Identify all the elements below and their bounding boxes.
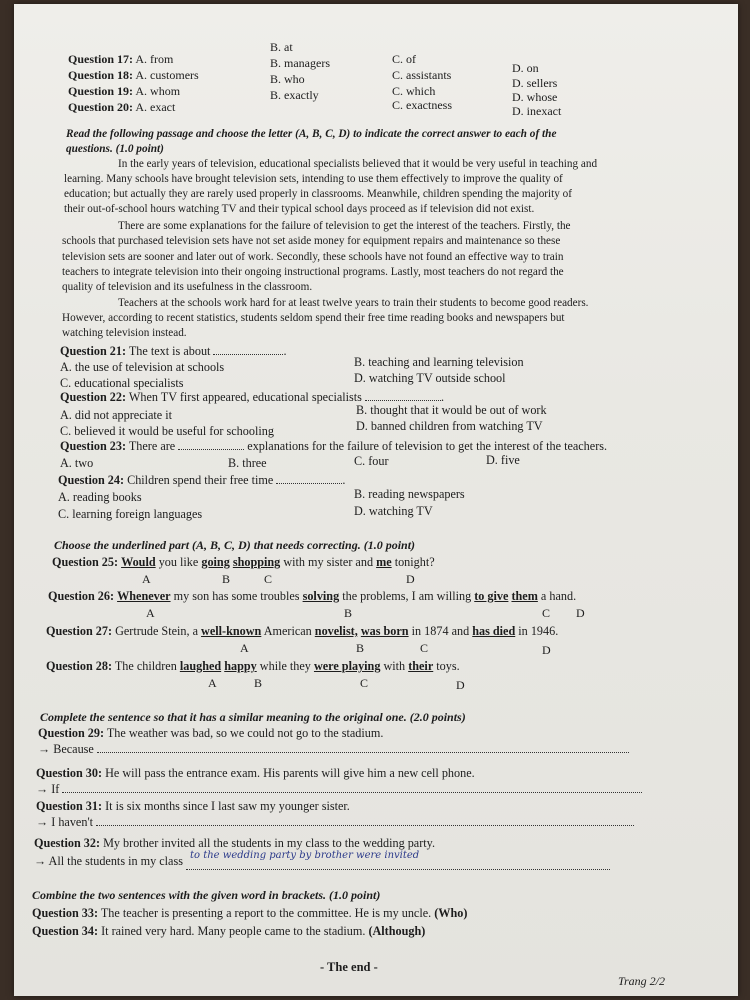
- complete-instruction: Complete the sentence so that it has a similar meaning to the original one. (2.0 points): [40, 710, 466, 724]
- q25-letter-b: B: [222, 572, 231, 586]
- question-27: Question 27: Gertrude Stein, a well-known American novelist, was born in 1874 and has died in 1946.: [46, 624, 559, 638]
- combine-instruction: Combine the two sentences with the given word in brackets. (1.0 point): [32, 888, 381, 902]
- question-34: Question 34: It rained very hard. Many people came to the stadium. (Although): [32, 924, 426, 938]
- q28-letter-b: B: [254, 676, 263, 690]
- q17-row: Question 17: A. from: [68, 52, 174, 66]
- question-32: Question 32: My brother invited all the students in my class to the wedding party.: [34, 836, 436, 850]
- q18-row: Question 18: A. customers: [68, 68, 199, 82]
- q25-letter-d: D: [406, 572, 415, 586]
- exam-page: [14, 4, 738, 996]
- q22-option-a: A. did not appreciate it: [60, 408, 173, 422]
- q17-option-d: D. on: [512, 61, 539, 75]
- q20-row: Question 20: A. exact: [68, 100, 176, 114]
- q28-letter-a: A: [208, 676, 217, 690]
- q20-option-c: C. exactness: [392, 98, 452, 112]
- q27-letter-b: B: [356, 641, 365, 655]
- q18-option-b: B. managers: [270, 56, 330, 70]
- passage-line: learning. Many schools have brought television sets, intending to use them effectively to improve the quality of: [64, 173, 563, 185]
- underline-instruction: Choose the underlined part (A, B, C, D) that needs correcting. (1.0 point): [54, 538, 416, 552]
- q25-letter-a: A: [142, 572, 151, 586]
- reading-instruction-points: questions. (1.0 point): [66, 143, 164, 155]
- q23-option-d: D. five: [486, 453, 520, 467]
- q24-option-d: D. watching TV: [354, 504, 433, 518]
- question-24: Question 24: Children spend their free time .: [58, 473, 346, 487]
- question-26: Question 26: Whenever my son has some troubles solving the problems, I am willing to give them a hand.: [48, 589, 577, 603]
- the-end: - The end -: [320, 960, 378, 974]
- question-33: Question 33: The teacher is presenting a report to the committee. He is my uncle. (Who): [32, 906, 468, 920]
- question-30: Question 30: He will pass the entrance exam. His parents will give him a new cell phone.: [36, 766, 475, 780]
- q27-letter-a: A: [240, 641, 249, 655]
- passage-line: There are some explanations for the failure of television to get the interest of the teachers. Firstly, the: [118, 220, 571, 232]
- passage-line: education; but actually they are rarely used properly in classrooms. Meanwhile, children spending the majority of: [64, 188, 572, 200]
- q29-answer-line[interactable]: → Because: [38, 742, 629, 757]
- passage-line: watching television instead.: [62, 327, 187, 339]
- q22-option-b: B. thought that it would be out of work: [356, 403, 547, 417]
- q18-option-d: D. sellers: [512, 76, 558, 90]
- q17-option-b: B. at: [270, 40, 293, 54]
- reading-instruction: Read the following passage and choose the letter (A, B, C, D) to indicate the correct answer to each of the: [66, 128, 557, 140]
- q19-option-c: C. which: [392, 84, 436, 98]
- passage-line: However, according to recent statistics, students seldom spend their free time reading books and newspapers but: [62, 312, 565, 324]
- q26-letter-c: C: [542, 606, 551, 620]
- q26-letter-d: D: [576, 606, 585, 620]
- q23-option-a: A. two: [60, 456, 94, 470]
- passage-line: In the early years of television, educational specialists believed that it would be very useful in teaching and: [118, 158, 598, 170]
- q28-letter-d: D: [456, 678, 465, 692]
- q27-letter-d: D: [542, 643, 551, 657]
- question-29: Question 29: The weather was bad, so we could not go to the stadium.: [38, 726, 384, 740]
- q21-option-c: C. educational specialists: [60, 376, 184, 390]
- q19-row: Question 19: A. whom: [68, 84, 181, 98]
- q23-option-b: B. three: [228, 456, 267, 470]
- q32-answer-line[interactable]: → All the students in my class to the wedding party by brother were invited: [34, 854, 610, 870]
- question-28: Question 28: The children laughed happy while they were playing with their toys.: [46, 659, 460, 673]
- q21-option-d: D. watching TV outside school: [354, 371, 506, 385]
- handwritten-answer: to the wedding party by brother were invited: [190, 850, 420, 861]
- question-22: Question 22: When TV first appeared, educational specialists .: [60, 390, 445, 404]
- q31-answer-line[interactable]: → I haven't: [36, 815, 634, 830]
- q24-option-c: C. learning foreign languages: [58, 507, 203, 521]
- q26-letter-a: A: [146, 606, 155, 620]
- q28-letter-c: C: [360, 676, 369, 690]
- passage-line: schools that purchased television sets have not set aside money for equipment repairs and maintenance so these: [62, 235, 561, 247]
- q26-letter-b: B: [344, 606, 353, 620]
- q24-option-b: B. reading newspapers: [354, 487, 465, 501]
- passage-line: quality of television and its usefulness in the classroom.: [62, 281, 313, 293]
- q21-option-b: B. teaching and learning television: [354, 355, 524, 369]
- q22-option-d: D. banned children from watching TV: [356, 419, 543, 433]
- q22-option-c: C. believed it would be useful for schooling: [60, 424, 274, 438]
- q17-option-c: C. of: [392, 52, 416, 66]
- passage-line: Teachers at the schools work hard for at least twelve years to train their students to become good readers.: [118, 297, 589, 309]
- question-25: Question 25: Would you like going shopping with my sister and me tonight?: [52, 555, 435, 569]
- passage-line: their out-of-school hours watching TV and their typical school days proceed as if television did not exist.: [64, 203, 535, 215]
- q20-option-d: D. inexact: [512, 104, 562, 118]
- passage-line: television sets are sooner and later out of work. Secondly, these schools have not found an effective way to train: [62, 251, 564, 263]
- question-23: Question 23: There are explanations for the failure of television to get the interest of the teachers.: [60, 439, 608, 453]
- passage-line: teachers to integrate television into their ongoing instructional programs. Lastly, most teachers do not regard the: [62, 266, 564, 278]
- q24-option-a: A. reading books: [58, 490, 142, 504]
- q23-option-c: C. four: [354, 454, 389, 468]
- q19-option-d: D. whose: [512, 90, 558, 104]
- q18-option-c: C. assistants: [392, 68, 452, 82]
- q20-option-b: B. exactly: [270, 88, 319, 102]
- q30-answer-line[interactable]: → If: [36, 782, 642, 797]
- q19-option-b: B. who: [270, 72, 305, 86]
- q21-option-a: A. the use of television at schools: [60, 360, 225, 374]
- q27-letter-c: C: [420, 641, 429, 655]
- question-21: Question 21: The text is about .: [60, 344, 287, 358]
- q25-letter-c: C: [264, 572, 273, 586]
- question-31: Question 31: It is six months since I last saw my younger sister.: [36, 799, 350, 813]
- page-number: Trang 2/2: [618, 974, 666, 988]
